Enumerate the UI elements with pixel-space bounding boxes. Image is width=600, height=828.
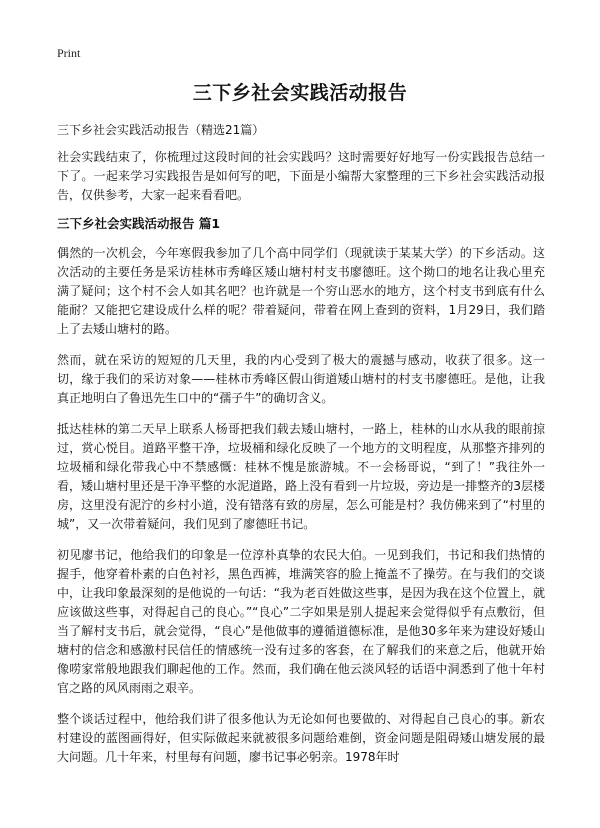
page-title: 三下乡社会实践活动报告 [192,82,408,104]
section-heading: 三下乡社会实践活动报告 篇1 [57,216,221,231]
document-subtitle: 三下乡社会实践活动报告（精选21篇） [57,123,265,137]
intro-paragraph: 社会实践结束了，你梳理过这段时间的社会实践吗？这时需要好好地写一份实践报告总结一下了。一起来学习实践报告是如何写的吧，下面是小编帮大家整理的三下乡社会实践活动报告，仅供参考，大家一起来看看吧。 [57,150,545,202]
body-paragraph: 然而，就在采访的短短的几天里，我的内心受到了极大的震撼与感动，收获了很多。这一切，缘于我们的采访对象——桂林市秀峰区假山街道矮山塘村的村支书廖德旺。是他，让我真正地明白了鲁迅先生口中的“孺子牛”的确切含义。 [57,353,545,405]
article-body [57,244,545,779]
body-paragraph: 初见廖书记，他给我们的印象是一位淳朴真挚的农民大伯。一见到我们，书记和我们热情的握手，他穿着朴素的白色衬衫，黑色西裤，堆满笑容的脸上掩盖不了操劳。在与我们的交谈中，让我印象最深刻的是他说的一句话：“我为老百姓做这些事，是因为我在这个位置上，就应该做这些事，对得起自己的良心。”“良心”二字如果是别人提起来会觉得似乎有点敷衍，但当了解村支书后，就会觉得，“良心”是他做事的遵循道德标准，是他30多年来为建设好矮山塘村的信念和感激村民信任的情感统一没有过多的客套，在了解我们的来意之后，他就开始像唠家常般地跟我们聊起他的工作。然而，我们确在他云淡风轻的话语中洞悉到了他十年村官之路的风风雨雨之艰辛。 [57,548,545,695]
body-paragraph: 偶然的一次机会，今年寒假我参加了几个高中同学们（现就读于某某大学）的下乡活动。这次活动的主要任务是采访桂林市秀峰区矮山塘村村支书廖德旺。这个拗口的地名让我心里充满了疑问；这个村不会人如其名吧？也许就是一个穷山恶水的地方，这个村支书到底有什么能耐？又能把它建设成什么样的呢？带着疑问，带着在网上查到的资料，1月29日，我们踏上了去矮山塘村的路。 [57,246,545,336]
body-paragraph: 整个谈话过程中，他给我们讲了很多他认为无论如何也要做的、对得起自己良心的事。新农村建设的蓝图画得好，但实际做起来就被很多问题给难倒，资金问题是阻碍矮山塘发展的最大问题。几十年来，村里每有问题，廖书记事必躬亲。1978年时 [57,712,545,764]
body-paragraph: 抵达桂林的第二天早上联系人杨哥把我们载去矮山塘村，一路上，桂林的山水从我的眼前掠过，赏心悦目。道路平整干净，垃圾桶和绿化反映了一个地方的文明程度，从那整齐排列的垃圾桶和绿化带我心中不禁感慨：桂林不愧是旅游城。不一会杨哥说，“到了！”我往外一看，矮山塘村里还是干净平整的水泥道路，路上没有看到一片垃圾，旁边是一排整齐的3层楼房，这里没有泥泞的乡村小道，没有错落有致的房屋，怎么可能是村？我仿佛来到了“村里的城”，又一次带着疑问，我们见到了廖德旺书记。 [57,422,545,531]
print-link[interactable]: Print [57,46,81,60]
